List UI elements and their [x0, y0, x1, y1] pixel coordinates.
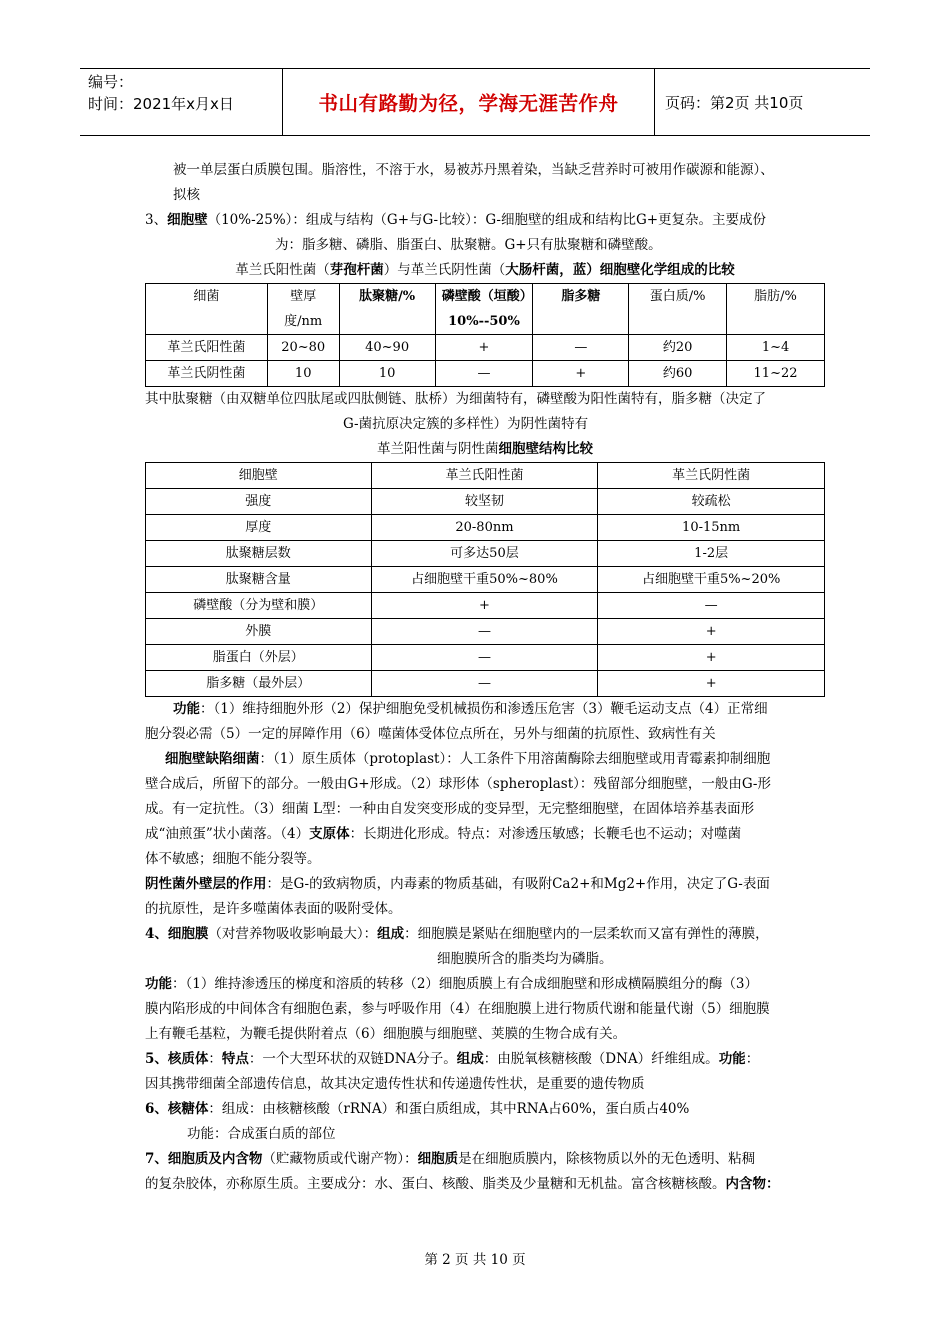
table-cell: +	[598, 671, 825, 697]
table-cell: 脂蛋白（外层）	[146, 645, 372, 671]
caption-part: 革兰氏阳性菌（	[235, 262, 330, 278]
paragraph-line: 膜内陷形成的中间体含有细胞色素，参与呼吸作用（4）在细胞膜上进行物质代谢和能量代谢（5）细胞膜	[145, 1001, 770, 1017]
header-text: 磷壁酸（垣酸）10%--50%	[441, 289, 527, 329]
table-cell: 占细胞壁干重5%~20%	[598, 567, 825, 593]
paragraph-line: 成。有一定抗性。（3）细菌 L型：一种由自发突变形成的变异型，无完整细胞壁，在固体培养基表面形	[145, 801, 755, 817]
paragraph-line: 因其携带细菌全部遗传信息，故其决定遗传性状和传递遗传性状，是重要的遗传物质	[145, 1076, 645, 1092]
bold-label: 支原体	[309, 826, 350, 842]
paragraph-line: 的抗原性，是许多噬菌体表面的吸附受体。	[145, 901, 402, 917]
paragraph-text: ：	[208, 1051, 222, 1067]
paragraph-line	[145, 822, 825, 847]
section-7-heading	[145, 1147, 825, 1172]
caption-part: 大肠杆菌，蓝	[505, 262, 587, 278]
table-cell: 10	[339, 361, 435, 387]
paragraph-line: 被一单层蛋白质膜包围。脂溶性，不溶于水，易被苏丹黑着染，当缺乏营养时可被用作碳源和能源）、	[173, 162, 774, 178]
serial-label: 编号：	[88, 73, 134, 91]
table-row	[146, 541, 825, 567]
caption-part: 革兰阳性菌与阴性菌	[377, 441, 499, 457]
section-title: 7、细胞质及内含物	[145, 1151, 263, 1167]
page-header	[80, 68, 870, 136]
paragraph-text: 是在细胞质膜内，除核物质以外的无色透明、粘稠	[458, 1151, 756, 1167]
paragraph-text: （贮藏物质或代谢产物）：	[262, 1151, 418, 1167]
table-header-row	[146, 284, 825, 335]
composition-table	[145, 283, 825, 387]
table-cell: 10-15nm	[598, 515, 825, 541]
paragraph-text: ：是G-的致病物质，内毒素的物质基础，有吸附Ca2+和Mg2+作用，决定了G-表面	[266, 876, 770, 892]
paragraph-line	[145, 972, 825, 997]
table-cell: 10	[267, 361, 339, 387]
table-header-cell: 脂肪/%	[727, 284, 825, 335]
section-title: 5、核质体	[145, 1051, 209, 1067]
table-cell: 肽聚糖层数	[146, 541, 372, 567]
structure-table	[145, 462, 825, 697]
section-title: 4、细胞膜	[145, 926, 209, 942]
table-row	[146, 671, 825, 697]
table-header-cell	[339, 284, 435, 335]
paragraph-text: ：由脱氧核糖核酸（DNA）纤维组成。	[483, 1051, 719, 1067]
header-meta	[80, 69, 283, 135]
paragraph-line: 体不敏感；细胞不能分裂等。	[145, 851, 321, 867]
table-header-cell: 细胞壁	[146, 463, 372, 489]
table-cell: 强度	[146, 489, 372, 515]
section-title: 细胞壁	[167, 212, 208, 228]
section-5-heading	[145, 1047, 825, 1072]
paragraph-line	[145, 1172, 825, 1197]
header-motto: 书山有路勤为径，学海无涯苦作舟	[283, 69, 655, 135]
caption-part: 芽孢杆菌	[329, 262, 384, 278]
paragraph-text: ：（1）原生质体（protoplast）：人工条件下用溶菌酶除去细胞壁或用青霉素抑制细胞	[259, 751, 771, 767]
table-cell: —	[435, 361, 533, 387]
section-6-heading	[145, 1097, 825, 1122]
paragraph-line: 壁合成后，所留下的部分。一般由G+形成。（2）球形体（spheroplast）：残留部分细胞壁，一般由G-形	[145, 776, 771, 792]
table-row	[146, 489, 825, 515]
table-row	[146, 593, 825, 619]
section-title: 6、核糖体	[145, 1101, 209, 1117]
table-cell: 11~22	[727, 361, 825, 387]
bold-label: 特点	[221, 1051, 249, 1067]
paragraph-line: 其中肽聚糖（由双糖单位四肽尾或四肽侧链、肽桥）为细菌特有，磷壁酸为阳性菌特有，脂多糖（决定了	[145, 391, 766, 407]
table-header-cell: 细菌	[146, 284, 268, 335]
table-row	[146, 515, 825, 541]
paragraph-text: ：一个大型环状的双链DNA分子。	[248, 1051, 457, 1067]
function-paragraph	[145, 697, 825, 722]
table1-caption	[145, 258, 825, 283]
paragraph-text: 的复杂胶体，亦称原生质。主要成分：水、蛋白、核酸、脂类及少量糖和无机盐。富含核糖核酸。	[145, 1176, 726, 1192]
table-header-cell: 蛋白质/%	[629, 284, 727, 335]
table-row	[146, 567, 825, 593]
defect-paragraph	[145, 747, 825, 772]
outer-layer-paragraph	[145, 872, 825, 897]
table-cell: 约20	[629, 335, 727, 361]
bold-label: 功能	[145, 976, 172, 992]
table-cell: 20-80nm	[371, 515, 598, 541]
table-cell: 脂多糖（最外层）	[146, 671, 372, 697]
section-text: （10%-25%）：组成与结构（G+与G-比较）：G-细胞壁的组成和结构比G+更复杂。主要成份	[207, 212, 767, 228]
bold-label: ：	[766, 1176, 780, 1192]
table-header-cell	[533, 284, 629, 335]
table-cell: 40~90	[339, 335, 435, 361]
paragraph-text: ：细胞膜是紧贴在细胞壁内的一层柔软而又富有弹性的薄膜，	[404, 926, 769, 942]
table-cell: 革兰氏阳性菌	[146, 335, 268, 361]
table-cell: 厚度	[146, 515, 372, 541]
table-row	[146, 361, 825, 387]
table-row	[146, 619, 825, 645]
paragraph-line: 拟核	[173, 187, 200, 203]
table-row	[146, 645, 825, 671]
table-cell: +	[435, 335, 533, 361]
table-cell: 肽聚糖含量	[146, 567, 372, 593]
page-footer: 第 2 页 共 10 页	[424, 1252, 526, 1268]
table-cell: —	[371, 619, 598, 645]
date-label: 时间：2021年x月x日	[88, 95, 234, 113]
table-cell: +	[371, 593, 598, 619]
table-header-cell: 壁厚度/nm	[267, 284, 339, 335]
header-text: 脂多糖	[561, 289, 601, 304]
paragraph-text: ：	[745, 1051, 760, 1067]
paragraph-text: ：长期进化形成。特点：对渗透压敏感；长鞭毛也不运动；对噬菌	[349, 826, 742, 842]
section-4-heading	[145, 922, 825, 947]
caption-part: ）与革兰氏阴性菌（	[383, 262, 506, 278]
table-header-cell: 革兰氏阳性菌	[371, 463, 598, 489]
table2-caption	[145, 437, 825, 462]
table-cell: +	[598, 619, 825, 645]
bold-label: 组成	[456, 1051, 484, 1067]
table-cell: 约60	[629, 361, 727, 387]
bold-label: 功能	[718, 1051, 746, 1067]
bold-label: 细胞壁缺陷细菌	[165, 751, 260, 767]
paragraph-line: 为：脂多糖、磷脂、脂蛋白、肽聚糖。G+只有肽聚糖和磷壁酸。	[275, 237, 662, 253]
paragraph-text: ：组成：由核糖核酸（rRNA）和蛋白质组成，其中RNA占60%，蛋白质占40%	[208, 1101, 690, 1117]
table-header-row	[146, 463, 825, 489]
header-text: 肽聚糖/%	[359, 289, 416, 304]
caption-part: 细胞壁结构比较	[498, 441, 593, 457]
bold-label: 内含物	[725, 1176, 766, 1192]
table-cell: —	[371, 645, 598, 671]
table-cell: 1~4	[727, 335, 825, 361]
caption-part: ）细胞壁化学组成的比较	[586, 262, 735, 278]
bold-label: 组成	[377, 926, 405, 942]
table-cell: 可多达50层	[371, 541, 598, 567]
paragraph-line: 细胞膜所含的脂类均为磷脂。	[437, 951, 613, 967]
table-cell: +	[598, 645, 825, 671]
section-3-heading	[145, 208, 825, 233]
table-cell: 占细胞壁干重50%~80%	[371, 567, 598, 593]
table-cell: —	[533, 335, 629, 361]
table-header-cell	[435, 284, 533, 335]
table-cell: —	[371, 671, 598, 697]
table-cell: 革兰氏阴性菌	[146, 361, 268, 387]
table-cell: 外膜	[146, 619, 372, 645]
table-cell: +	[533, 361, 629, 387]
paragraph-text: ：（1）维持渗透压的梯度和溶质的转移（2）细胞质膜上有合成细胞壁和形成横隔膜组分的酶（3）	[172, 976, 759, 992]
header-page-label: 页码：第2页 共10页	[665, 93, 804, 112]
section-num: 3、	[145, 212, 168, 228]
table-header-cell: 革兰氏阴性菌	[598, 463, 825, 489]
document-body	[145, 158, 825, 1197]
table-row	[146, 335, 825, 361]
paragraph-line: G-菌抗原决定簇的多样性）为阴性菌特有	[343, 416, 589, 432]
paragraph-line: 功能：合成蛋白质的部位	[187, 1126, 336, 1142]
table-cell: —	[598, 593, 825, 619]
table-cell: 较坚韧	[371, 489, 598, 515]
paragraph-text: （对营养物吸收影响最大）：	[208, 926, 378, 942]
paragraph-text: ：（1）维持细胞外形（2）保护细胞免受机械损伤和渗透压危害（3）鞭毛运动支点（4）正常细	[200, 701, 768, 717]
table-cell: 1-2层	[598, 541, 825, 567]
table-cell: 20~80	[267, 335, 339, 361]
bold-label: 功能	[173, 701, 200, 717]
bold-label: 细胞质	[417, 1151, 459, 1167]
table-cell: 磷壁酸（分为壁和膜）	[146, 593, 372, 619]
bold-label: 阴性菌外壁层的作用	[145, 876, 267, 892]
paragraph-text: 成“油煎蛋”状小菌落。（4）	[145, 826, 310, 842]
paragraph-line: 上有鞭毛基粒，为鞭毛提供附着点（6）细胞膜与细胞壁、荚膜的生物合成有关。	[145, 1026, 627, 1042]
paragraph-line: 胞分裂必需（5）一定的屏障作用（6）噬菌体受体位点所在，另外与细菌的抗原性、致病性有关	[145, 726, 716, 742]
table-cell: 较疏松	[598, 489, 825, 515]
